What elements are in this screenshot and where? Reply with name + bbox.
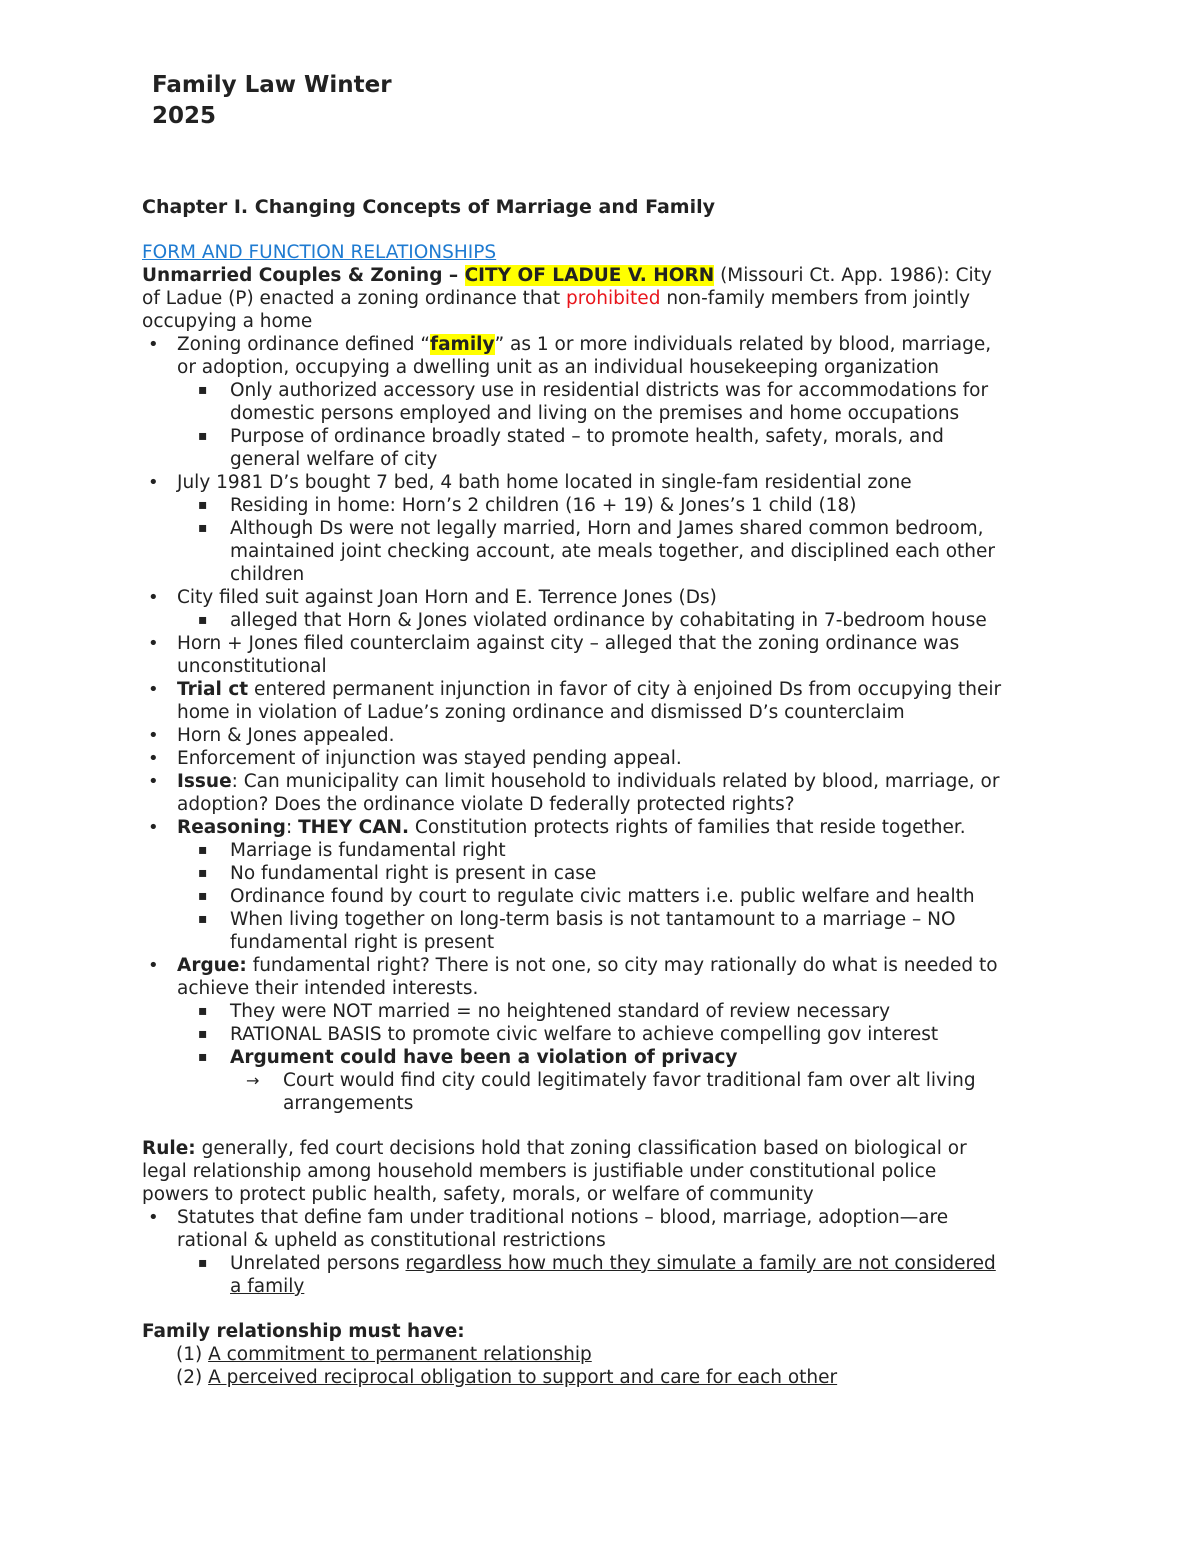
case-intro-line: of Ladue (P) enacted a zoning ordinance that prohibited non-family members from jointly xyxy=(142,288,971,309)
sub-bullet: ▪ Although Ds were not legally married, Horn and James shared common bedroom, xyxy=(142,517,1072,540)
section-heading: FORM AND FUNCTION RELATIONSHIPS xyxy=(142,242,497,263)
case-name-highlight: CITY OF LADUE V. HORN xyxy=(464,265,715,286)
sub-bullet: ▪ Marriage is fundamental right xyxy=(142,839,1072,862)
bullet-suit: • City filed suit against Joan Horn and E. Terrence Jones (Ds) xyxy=(142,586,1072,609)
bullet-continuation: rational & upheld as constitutional restrictions xyxy=(177,1230,606,1251)
document-title xyxy=(152,70,392,132)
arrow-bullet: → Court would find city could legitimately favor traditional fam over alt living xyxy=(142,1069,1072,1092)
sub-bullet: ▪ RATIONAL BASIS to promote civic welfare to achieve compelling gov interest xyxy=(142,1023,1072,1046)
case-intro-line: occupying a home xyxy=(142,311,313,332)
bullet-trial: • Trial ct entered permanent injunction in favor of city à enjoined Ds from occupying their xyxy=(142,678,1072,701)
bullet-reasoning: • Reasoning: THEY CAN. Constitution protects rights of families that reside together. xyxy=(142,816,1072,839)
sub-bullet: ▪ No fundamental right is present in case xyxy=(142,862,1072,885)
sub-bullet-continuation: domestic persons employed and living on the premises and home occupations xyxy=(230,403,960,424)
sub-bullet: ▪ Only authorized accessory use in residential districts was for accommodations for xyxy=(142,379,1072,402)
sub-bullet-continuation: a family xyxy=(230,1276,305,1297)
bullet-continuation: unconstitutional xyxy=(177,656,327,677)
sub-bullet: ▪ Residing in home: Horn’s 2 children (16 + 19) & Jones’s 1 child (18) xyxy=(142,494,1072,517)
sub-bullet: ▪ They were NOT married = no heightened standard of review necessary xyxy=(142,1000,1072,1023)
sub-bullet-continuation: children xyxy=(230,564,305,585)
sub-bullet: ▪ When living together on long-term basis is not tantamount to a marriage – NO xyxy=(142,908,1072,931)
sub-bullet: ▪ Ordinance found by court to regulate civic matters i.e. public welfare and health xyxy=(142,885,1072,908)
rule-paragraph-line: legal relationship among household members is justifiable under constitutional police xyxy=(142,1161,937,1182)
arrow-bullet-continuation: arrangements xyxy=(283,1093,414,1114)
rule-paragraph-line: powers to protect public health, safety, morals, or welfare of community xyxy=(142,1184,814,1205)
prohibited-text: prohibited xyxy=(566,288,661,309)
bullet-zoning: • Zoning ordinance defined “family” as 1 or more individuals related by blood, marriage, xyxy=(142,333,1072,356)
chapter-heading: Chapter I. Changing Concepts of Marriage and Family xyxy=(142,196,715,218)
sub-bullet: ▪ alleged that Horn & Jones violated ordinance by cohabitating in 7-bedroom house xyxy=(142,609,1072,632)
document-body xyxy=(142,196,1072,1389)
bullet-continuation: adoption? Does the ordinance violate D federally protected rights? xyxy=(177,794,795,815)
family-relationship-heading: Family relationship must have: xyxy=(142,1321,465,1342)
bullet-july: • July 1981 D’s bought 7 bed, 4 bath home located in single-fam residential zone xyxy=(142,471,1072,494)
case-heading: Unmarried Couples & Zoning – CITY OF LADUE V. HORN (Missouri Ct. App. 1986): City xyxy=(142,265,992,286)
sub-bullet-continuation: fundamental right is present xyxy=(230,932,495,953)
bullet-continuation: home in violation of Ladue’s zoning ordinance and dismissed D’s counterclaim xyxy=(177,702,905,723)
sub-bullet-continuation: general welfare of city xyxy=(230,449,438,470)
rule-paragraph: Rule: generally, fed court decisions hold that zoning classification based on biological or xyxy=(142,1138,967,1159)
sub-bullet: ▪ Purpose of ordinance broadly stated – to promote health, safety, morals, and xyxy=(142,425,1072,448)
bullet-continuation: achieve their intended interests. xyxy=(177,978,479,999)
bullet-appeal: • Horn & Jones appealed. xyxy=(142,724,1072,747)
numbered-item-1: (1) A commitment to permanent relationship xyxy=(176,1344,592,1365)
bullet-continuation: or adoption, occupying a dwelling unit as an individual housekeeping organization xyxy=(177,357,940,378)
title-line-2: 2025 xyxy=(152,103,217,129)
sub-bullet-continuation: maintained joint checking account, ate meals together, and disciplined each other xyxy=(230,541,995,562)
title-line-1: Family Law Winter xyxy=(152,72,392,98)
bullet-issue: • Issue: Can municipality can limit household to individuals related by blood, marriage, or xyxy=(142,770,1072,793)
rule-bullets xyxy=(142,1206,1072,1298)
numbered-item-2: (2) A perceived reciprocal obligation to support and care for each other xyxy=(176,1367,838,1388)
bullet-argue: • Argue: fundamental right? There is not one, so city may rationally do what is needed to xyxy=(142,954,1072,977)
bullet-stay: • Enforcement of injunction was stayed pending appeal. xyxy=(142,747,1072,770)
bullet-counterclaim: • Horn + Jones filed counterclaim against city – alleged that the zoning ordinance was xyxy=(142,632,1072,655)
sub-bullet: ▪ Unrelated persons regardless how much they simulate a family are not considered xyxy=(142,1252,1072,1275)
case-bullets xyxy=(142,333,1072,1115)
bullet-statutes: • Statutes that define fam under traditional notions – blood, marriage, adoption—are xyxy=(142,1206,1072,1229)
sub-bullet: ▪ Argument could have been a violation of privacy xyxy=(142,1046,1072,1069)
family-highlight: family xyxy=(430,334,495,355)
